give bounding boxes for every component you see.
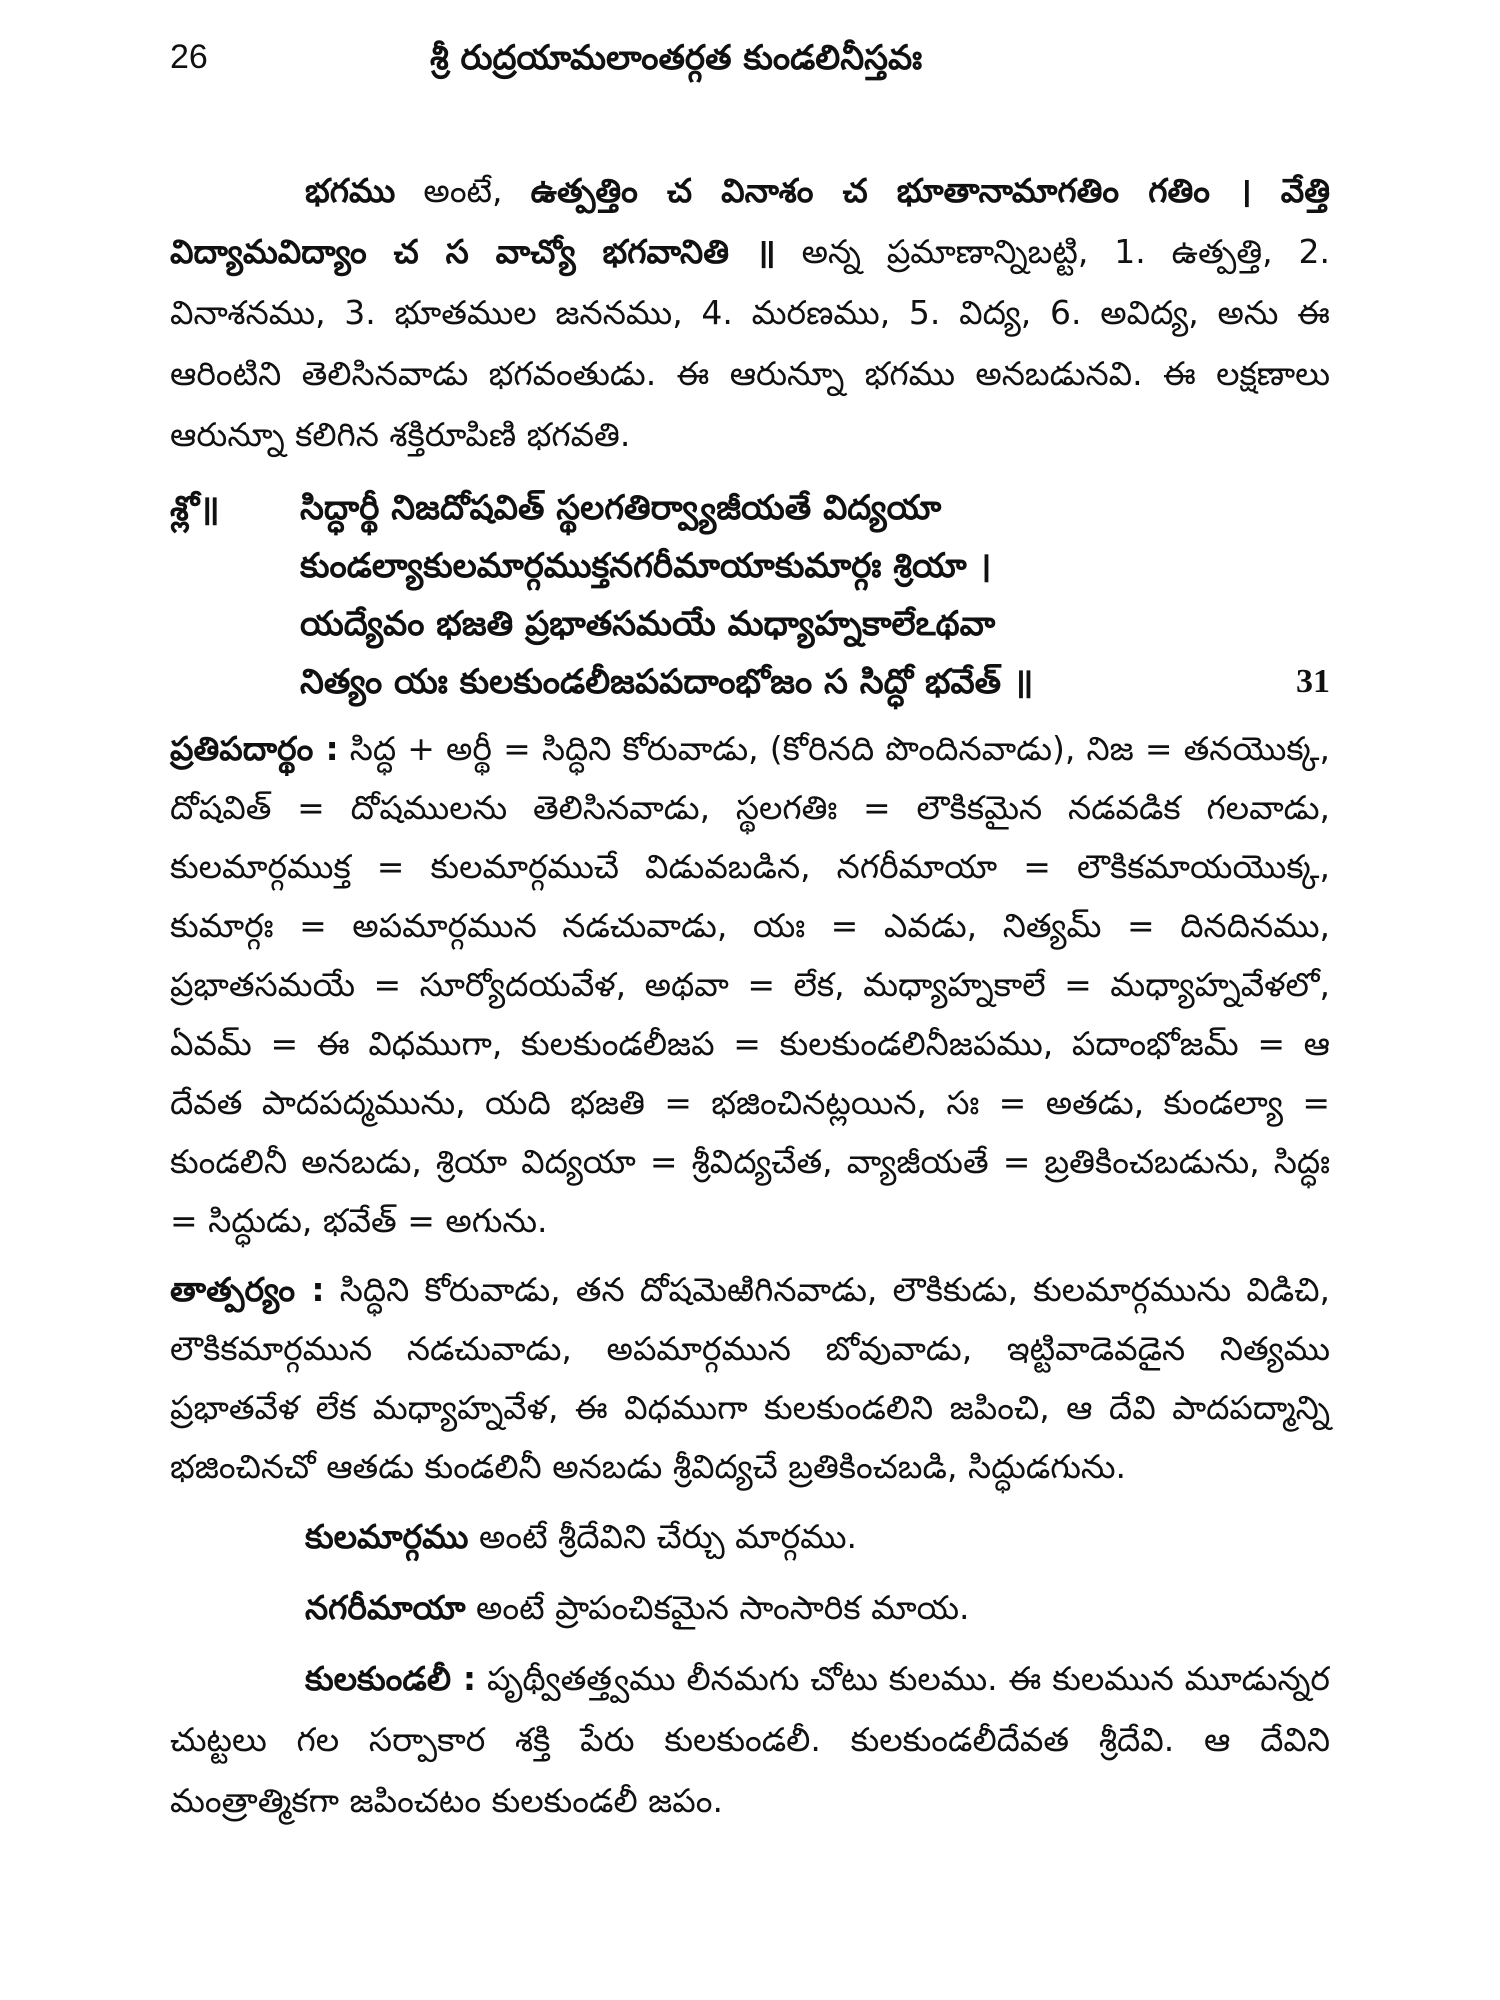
note-text: అంటే శ్రీదేవిని చేర్చు మార్గము. bbox=[468, 1517, 858, 1556]
intro-rest: అన్న ప్రమాణాన్నిబట్టి, 1. ఉత్పత్తి, 2. వినాశనము, 3. భూతముల జననము, 4. మరణము, 5. విద్య, 6. అవిద్య, అను ఈ ఆరింటిని తెలిసినవాడు భగవంతుడు. ఈ ఆరున్నూ భగము అనబడునవి. ఈ లక్షణాలు ఆరున్నూ కలిగిన శక్తిరూపిణి భగవతి. bbox=[170, 232, 1331, 454]
page-number: 26 bbox=[170, 38, 208, 76]
verse-line-3: యద్యేవం భజతి ప్రభాతసమయే మధ్యాహ్నకాలేఽథవా bbox=[300, 604, 996, 644]
note-kulakundali bbox=[170, 1648, 1330, 1831]
note-text: అంటే ప్రాపంచికమైన సాంసారిక మాయ. bbox=[465, 1588, 970, 1627]
note-term: కులకుండలీ : bbox=[305, 1659, 477, 1698]
intro-term: భగము bbox=[305, 171, 396, 210]
verse-block bbox=[170, 479, 1330, 711]
verse-number: 31 bbox=[1296, 663, 1330, 700]
note-nagarimaya bbox=[170, 1577, 1330, 1638]
word-meaning-label: ప్రతిపదార్థం : bbox=[170, 729, 339, 768]
page-header bbox=[170, 38, 1330, 98]
note-text: పృథ్వీతత్త్వము లీనమగు చోటు కులము. ఈ కులమున మూడున్నర చుట్టలు గల సర్పాకార శక్తి పేరు కులకుండలీ. కులకుండలీదేవత శ్రీదేవి. ఆ దేవిని మంత్రాత్మికగా జపించటం కులకుండలీ జపం. bbox=[170, 1659, 1330, 1820]
intro-lead: అంటే, bbox=[395, 171, 531, 210]
running-title: శ్రీ రుద్రయామలాంతర్గత కుండలినీస్తవః bbox=[430, 38, 923, 78]
summary-label: తాత్పర్యం : bbox=[170, 1270, 325, 1309]
word-meaning-paragraph bbox=[170, 719, 1330, 1250]
note-kulamargamu bbox=[170, 1506, 1330, 1567]
intro-quote: ఉత్పత్తిం చ వినాశం చ భూతానామాగతిం గతిం । వేత్తి విద్యామవిద్యాం చ స వాచ్యో భగవానితి ॥ bbox=[170, 171, 1331, 271]
intro-paragraph bbox=[170, 160, 1330, 465]
verse-line-1: సిద్ధార్థీ నిజదోషవిత్ స్థలగతిర్వ్యాజీయతే విద్యయా bbox=[300, 488, 942, 528]
verse-marker: శ్లో॥ bbox=[170, 489, 220, 529]
summary-paragraph bbox=[170, 1260, 1330, 1496]
page-body bbox=[170, 160, 1330, 1831]
verse-lines bbox=[300, 479, 1230, 711]
verse-line-2: కుండల్యాకులమార్గముక్తనగరీమాయాకుమార్గః శ్రియా । bbox=[300, 546, 992, 586]
note-term: నగరీమాయా bbox=[305, 1588, 466, 1627]
summary-text: సిద్ధిని కోరువాడు, తన దోషమెఱిగినవాడు, లౌకికుడు, కులమార్గమును విడిచి, లౌకికమార్గమున నడచువాడు, అపమార్గమున బోవువాడు, ఇట్టివాడెవడైన నిత్యము ప్రభాతవేళ లేక మధ్యాహ్నవేళ, ఈ విధముగా కులకుండలిని జపించి, ఆ దేవి పాదపద్మాన్ని భజించినచో ఆతడు కుండలినీ అనబడు శ్రీవిద్యచే బ్రతికించబడి, సిద్ధుడగును. bbox=[170, 1270, 1330, 1486]
note-term: కులమార్గము bbox=[305, 1517, 469, 1556]
word-meaning-text: సిద్ధ + అర్థీ = సిద్ధిని కోరువాడు, (కోరినది పొందినవాడు), నిజ = తనయొక్క, దోషవిత్ = దోషములను తెలిసినవాడు, స్థలగతిః = లౌకికమైన నడవడిక గలవాడు, కులమార్గముక్త = కులమార్గముచే విడువబడిన, నగరీమాయా = లౌకికమాయయొక్క, కుమార్గః = అపమార్గమున నడచువాడు, యః = ఎవడు, నిత్యమ్ = దినదినము, ప్రభాతసమయే = సూర్యోదయవేళ, అథవా = లేక, మధ్యాహ్నకాలే = మధ్యాహ్నవేళలో, ఏవమ్ = ఈ విధముగా, కులకుండలీజప = కులకుండలినీజపము, పదాంభోజమ్ = ఆ దేవత పాదపద్మమును, యది భజతి = భజించినట్లయిన, సః = అతడు, కుండల్యా = కుండలినీ అనబడు, శ్రియా విద్యయా = శ్రీవిద్యచేత, వ్యాజీయతే = బ్రతికించబడును, సిద్ధః = సిద్ధుడు, భవేత్ = అగును. bbox=[170, 729, 1330, 1240]
verse-line-4: నిత్యం యః కులకుండలీజపపదాంభోజం స సిద్ధో భవేత్ ॥ bbox=[300, 662, 1034, 702]
